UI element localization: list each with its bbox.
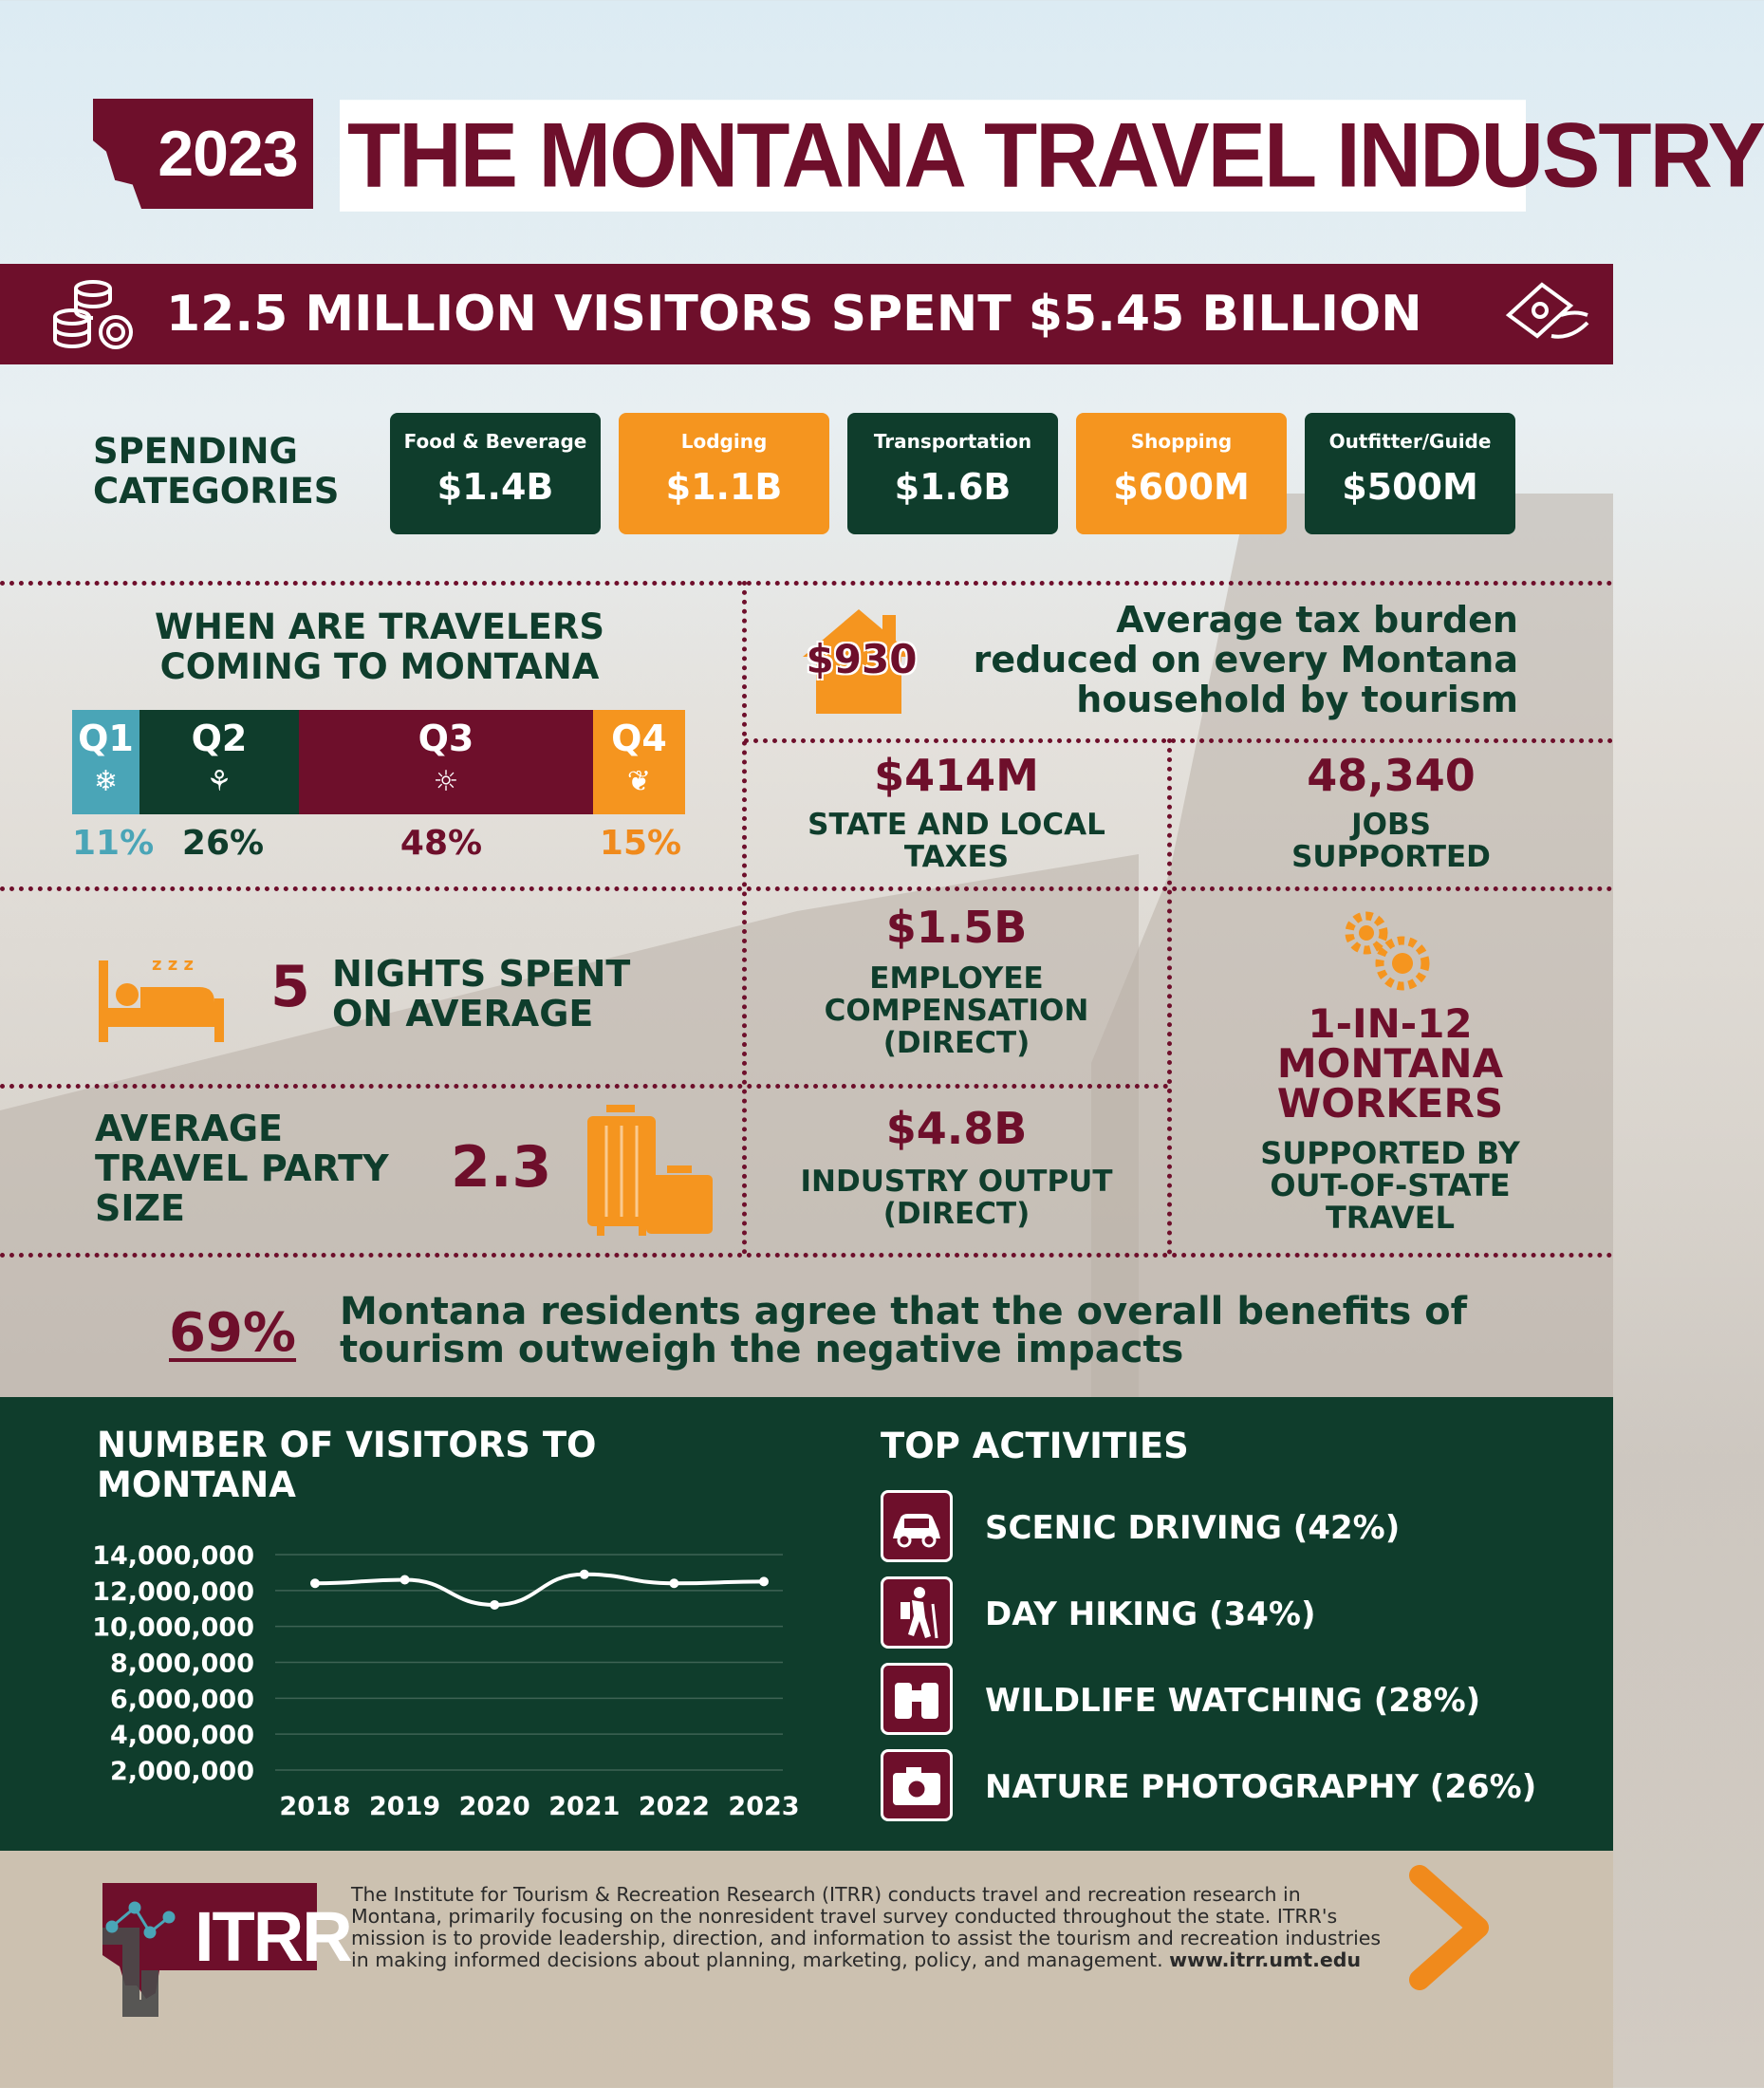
category-transportation — [847, 413, 1058, 534]
category-outfitter-guide — [1305, 413, 1515, 534]
leaf-icon: ❦ — [626, 765, 652, 798]
svg-text:z z z: z z z — [152, 955, 194, 975]
state-local-taxes-value: $414M — [874, 750, 1039, 801]
hiker-icon — [881, 1576, 953, 1649]
visitors-spending-headline: 12.5 MILLION VISITORS SPENT $5.45 BILLION — [166, 286, 1422, 343]
residents-line2: tourism outweigh the negative impacts — [340, 1328, 1184, 1371]
footer-description — [351, 1884, 1395, 1971]
montana-workers-label — [1186, 1137, 1594, 1234]
nights-label — [332, 954, 674, 1034]
y-tick-label: 8,000,000 — [109, 1649, 254, 1679]
employee-compensation-value: $1.5B — [885, 902, 1028, 953]
workers-sub1: SUPPORTED BY — [1260, 1135, 1520, 1171]
divider — [1167, 738, 1172, 1255]
divider — [0, 1084, 1169, 1089]
quarter-label: Q4 — [611, 718, 667, 759]
visitors-data-point — [669, 1578, 678, 1588]
top-activities-title: TOP ACTIVITIES — [881, 1426, 1189, 1466]
category-name: Transportation — [873, 430, 1032, 453]
category-lodging — [619, 413, 829, 534]
itrr-logo-text: ITRR — [195, 1897, 351, 1976]
footer-text: The Institute for Tourism & Recreation Research (ITRR) conducts travel and recreation research in Montana, primarily focusing on the nonresident travel survey conducted throughout the state. ITRR's mission is to provide leadership, direction, and information to assist the tourism and recreation industries in making informed decisions about planning, marketing, policy, and management. — [351, 1883, 1382, 1971]
party-label-line3: SIZE — [95, 1187, 186, 1229]
workers-line1: 1-IN-12 — [1308, 1000, 1473, 1047]
activity-label: SCENIC DRIVING (42%) — [985, 1509, 1401, 1547]
travel-party-value: 2.3 — [451, 1134, 552, 1201]
car-icon — [881, 1490, 953, 1562]
category-value: $1.6B — [894, 466, 1012, 508]
montana-workers-stat — [1186, 1000, 1594, 1127]
snowflake-icon: ❄ — [93, 765, 119, 798]
divider — [742, 581, 747, 1255]
compensation-label-line1: EMPLOYEE — [869, 961, 1044, 996]
nights-value: 5 — [270, 954, 310, 1020]
sun-icon: ☼ — [433, 765, 459, 798]
category-shopping — [1076, 413, 1287, 534]
output-label-line1: INDUSTRY OUTPUT — [800, 1165, 1113, 1199]
category-name: Outfitter/Guide — [1328, 430, 1492, 453]
sprout-icon: ⚘ — [206, 765, 232, 798]
category-name: Lodging — [680, 430, 768, 453]
chevron-right-icon[interactable] — [1412, 1868, 1492, 1987]
visitors-data-point — [310, 1578, 320, 1588]
divider — [0, 581, 1613, 586]
quarter-bar-q2 — [139, 710, 299, 814]
category-value: $500M — [1342, 466, 1478, 508]
taxes-label-line1: STATE AND LOCAL — [808, 808, 1105, 842]
workers-line3: WORKERS — [1276, 1080, 1504, 1127]
party-label-line1: AVERAGE — [95, 1108, 284, 1149]
compensation-label-line3: (DIRECT) — [882, 1026, 1031, 1060]
category-value: $600M — [1113, 466, 1250, 508]
divider — [744, 738, 1613, 743]
spending-categories-label — [93, 432, 378, 512]
quarter-bar-q4 — [593, 710, 685, 814]
quarter-percent-q1: 11% — [72, 824, 155, 863]
industry-output-label — [750, 1165, 1163, 1230]
jobs-supported-label — [1173, 809, 1609, 873]
quarter-label: Q3 — [418, 718, 474, 759]
travel-timing-title-line1: WHEN ARE TRAVELERS — [155, 606, 604, 647]
spending-label-line1: SPENDING — [93, 431, 298, 472]
x-tick-label: 2023 — [728, 1792, 800, 1821]
y-tick-label: 14,000,000 — [92, 1541, 254, 1571]
visitors-data-point — [490, 1600, 499, 1610]
money-hand-icon — [1504, 277, 1589, 353]
category-food-beverage — [390, 413, 601, 534]
activity-label: WILDLIFE WATCHING (28%) — [985, 1682, 1481, 1720]
quarter-label: Q2 — [191, 718, 248, 759]
tax-text-line2: reduced on every Montana — [973, 639, 1518, 680]
travel-timing-title-line2: COMING TO MONTANA — [159, 646, 600, 687]
workers-sub3: TRAVEL — [1325, 1200, 1456, 1236]
activity-label: DAY HIKING (34%) — [985, 1595, 1316, 1633]
footer-link[interactable]: www.itrr.umt.edu — [1169, 1948, 1362, 1971]
gears-icon — [1340, 906, 1435, 997]
category-value: $1.4B — [436, 466, 554, 508]
jobs-label-line2: SUPPORTED — [1291, 840, 1491, 874]
quarter-percent-q4: 15% — [599, 824, 682, 863]
tax-burden-amount: $930 — [806, 636, 918, 682]
nights-label-line1: NIGHTS SPENT — [332, 953, 631, 995]
quarter-percent-q3: 48% — [399, 824, 483, 863]
coins-icon — [47, 275, 138, 355]
taxes-label-line2: TAXES — [903, 840, 1010, 874]
travel-party-label — [95, 1109, 436, 1228]
sleeping-bed-icon — [95, 941, 228, 1046]
tax-burden-text — [939, 600, 1518, 719]
employee-compensation-label — [750, 962, 1163, 1059]
y-tick-label: 12,000,000 — [92, 1576, 254, 1607]
visitors-data-point — [400, 1575, 410, 1584]
x-tick-label: 2020 — [458, 1792, 530, 1821]
travel-timing-title — [95, 607, 664, 687]
workers-sub2: OUT-OF-STATE — [1270, 1167, 1511, 1203]
output-label-line2: (DIRECT) — [882, 1197, 1031, 1231]
spending-label-line2: CATEGORIES — [93, 471, 340, 512]
quarter-bar-q1 — [72, 710, 139, 814]
visitors-series-line — [315, 1575, 764, 1605]
visitors-data-point — [759, 1576, 769, 1586]
nights-label-line2: ON AVERAGE — [332, 993, 594, 1035]
x-tick-label: 2018 — [279, 1792, 351, 1821]
tax-text-line1: Average tax burden — [1116, 599, 1518, 641]
binoculars-icon — [881, 1663, 953, 1735]
y-tick-label: 2,000,000 — [109, 1757, 254, 1786]
residents-line1: Montana residents agree that the overall benefits of — [340, 1290, 1468, 1333]
party-label-line2: TRAVEL PARTY — [95, 1147, 389, 1189]
tax-text-line3: household by tourism — [1076, 679, 1518, 720]
compensation-label-line2: COMPENSATION — [824, 994, 1089, 1028]
divider — [0, 886, 1613, 891]
activity-label: NATURE PHOTOGRAPHY (26%) — [985, 1768, 1537, 1806]
category-name: Shopping — [1130, 430, 1233, 453]
y-tick-label: 6,000,000 — [109, 1685, 254, 1715]
quarter-bar-q3 — [299, 710, 593, 814]
quarter-percent-q2: 26% — [181, 824, 265, 863]
workers-line2: MONTANA — [1276, 1040, 1504, 1087]
industry-output-value: $4.8B — [885, 1103, 1028, 1154]
x-tick-label: 2021 — [548, 1792, 621, 1821]
title-year: 2023 — [142, 106, 313, 201]
visitors-line-chart — [85, 1528, 800, 1832]
x-tick-label: 2019 — [369, 1792, 441, 1821]
chart-title: NUMBER OF VISITORS TO MONTANA — [97, 1425, 597, 1505]
residents-percent: 69% — [169, 1302, 297, 1364]
jobs-label-line1: JOBS — [1351, 808, 1431, 842]
divider — [0, 1253, 1613, 1258]
x-tick-label: 2022 — [638, 1792, 710, 1821]
y-tick-label: 10,000,000 — [92, 1613, 254, 1643]
jobs-supported-value: 48,340 — [1307, 750, 1476, 801]
y-tick-label: 4,000,000 — [109, 1721, 254, 1751]
category-name: Food & Beverage — [403, 430, 587, 453]
page-title: THE MONTANA TRAVEL INDUSTRY — [340, 100, 1526, 212]
state-local-taxes-label — [750, 809, 1163, 873]
luggage-icon — [584, 1103, 716, 1238]
visitors-data-point — [580, 1570, 589, 1579]
quarter-label: Q1 — [78, 718, 134, 759]
camera-icon — [881, 1749, 953, 1821]
category-value: $1.1B — [665, 466, 783, 508]
residents-statement — [340, 1290, 1526, 1371]
